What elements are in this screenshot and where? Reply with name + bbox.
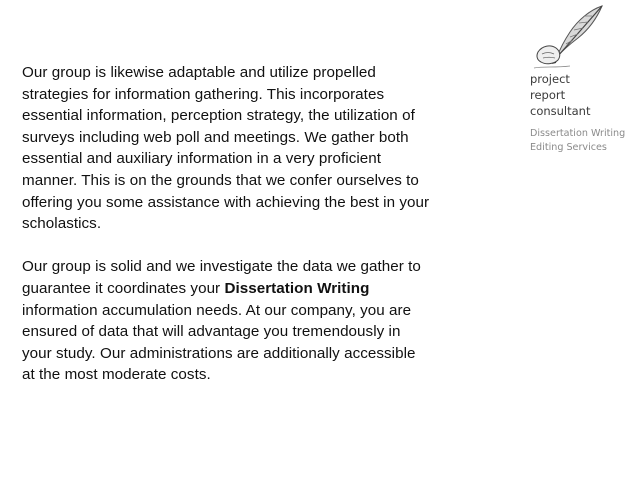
paragraph-2-after: information accumulation needs. At our company, you are ensured of data that will advantage you tremendously in your study. Our administrations are additionally accessible at the most moderate costs.	[22, 301, 416, 384]
paragraph-2-before: Our group is solid and we investigate the data we gather to guarantee it coordinates your	[22, 258, 421, 297]
logo-text-consultant: consultant	[530, 104, 591, 118]
body-text	[22, 62, 432, 386]
paragraph-2	[22, 256, 432, 386]
quill-icon	[530, 2, 610, 72]
paragraph-1: Our group is likewise adaptable and utilize propelled strategies for information gathering. This incorporates essential information, perception strategy, the utilization of surveys including web poll and meetings. We gather both essential and auxiliary information in a very proficient manner. This is on the grounds that we confer ourselves to offering you some assistance with achieving the best in your scholastics.	[22, 64, 430, 233]
logo-tagline-1: Dissertation Writing	[530, 128, 626, 139]
logo-text-report: report	[530, 88, 566, 102]
logo-tagline-2: Editing Services	[530, 142, 607, 153]
paragraph-2-bold: Dissertation Writing	[224, 279, 370, 297]
logo-text-project: project	[530, 72, 570, 86]
brand-logo	[520, 0, 630, 160]
